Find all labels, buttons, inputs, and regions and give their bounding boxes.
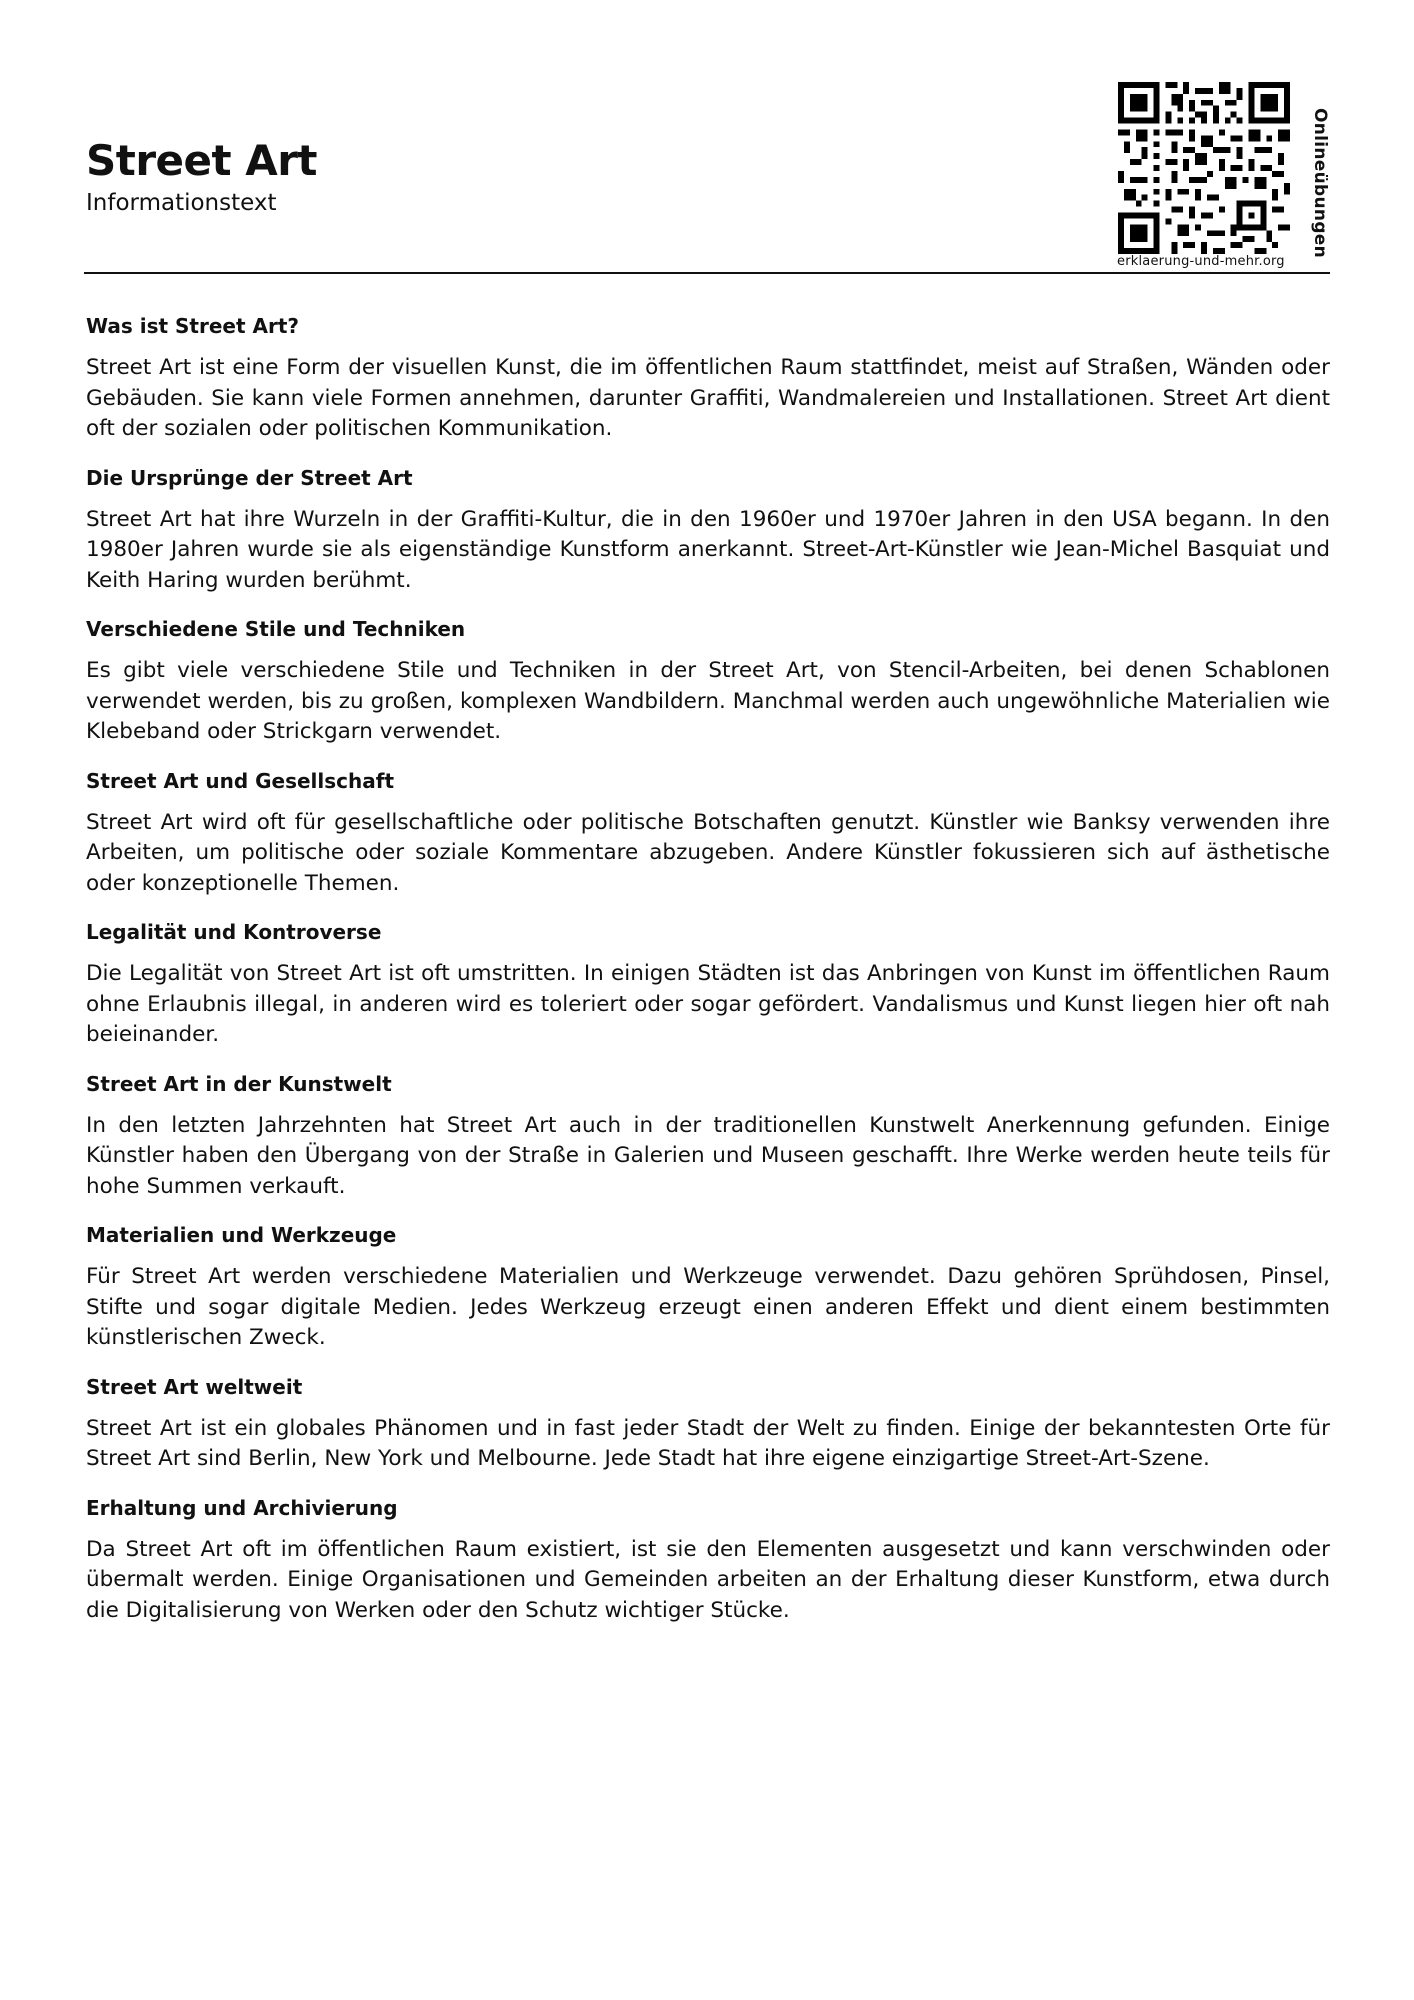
page-title: Street Art [86, 136, 318, 185]
section-heading: Die Ursprünge der Street Art [86, 465, 413, 490]
section-heading: Street Art weltweit [86, 1374, 303, 1399]
qr-code-block[interactable] [1118, 82, 1318, 272]
section-heading: Verschiedene Stile und Techniken [86, 617, 466, 641]
section-text: Da Street Art oft im öffentlichen Raum existiert, ist sie den Elementen ausgesetzt und kann verschwinden oder übermalt werden. Einige Organisationen und Gemeinden arbeiten an der Erhaltung dieser Kunstform, etwa durch die Digitalisierung von Werken oder den Schutz wichtiger Stücke. [86, 1536, 1330, 1623]
section-text: Es gibt viele verschiedene Stile und Techniken in der Street Art, von Stencil-Arbeiten, bei denen Schablonen verwendet werden, bis zu großen, komplexen Wandbildern. Manchmal werden auch ungewöhnliche Materialien wie Klebeband oder Strickgarn verwendet. [86, 658, 1330, 744]
section [86, 769, 1330, 900]
section [86, 466, 1330, 597]
section-text: Street Art ist ein globales Phänomen und in fast jeder Stadt der Welt zu finden. Einige der bekanntesten Orte für Street Art sind Berlin, New York und Melbourne. Jede Stadt hat ihre eigene einzigartige Street-Art-Szene. [86, 1415, 1330, 1471]
header-divider [84, 272, 1330, 274]
qr-code-icon[interactable] [1118, 82, 1290, 254]
section-heading: Was ist Street Art? [86, 314, 299, 338]
section [86, 920, 1330, 1051]
section-heading: Legalität und Kontroverse [86, 920, 382, 944]
document-body [86, 314, 1330, 1647]
section-heading: Erhaltung und Archivierung [86, 1495, 398, 1520]
section-text: Street Art wird oft für gesellschaftliche oder politische Botschaften genutzt. Künstler wie Banksy verwenden ihre Arbeiten, um politische oder soziale Kommentare abzugeben. Andere Künstler fokussieren sich auf ästhetische oder konzeptionelle Themen. [86, 809, 1330, 896]
document-header [86, 138, 317, 218]
section-text: Für Street Art werden verschiedene Materialien und Werkzeuge verwendet. Dazu gehören Sprühdosen, Pinsel, Stifte und sogar digitale Medien. Jedes Werkzeug erzeugt einen anderen Effekt und dient einem bestimmten künstlerischen Zweck. [86, 1264, 1330, 1350]
section [86, 1072, 1330, 1203]
qr-url-label: erklaerung-und-mehr.org [1117, 254, 1285, 269]
page-subtitle: Informationstext [86, 190, 277, 217]
section [86, 314, 1330, 445]
section-heading: Street Art und Gesellschaft [86, 768, 395, 793]
section [86, 617, 1330, 748]
section-text: Street Art hat ihre Wurzeln in der Graffiti-Kultur, die in den 1960er und 1970er Jahren in den USA begann. In den 1980er Jahren wurde sie als eigenständige Kunstform anerkannt. Street-Art-Künstler wie Jean-Michel Basquiat und Keith Haring wurden berühmt. [86, 506, 1330, 593]
section [86, 1496, 1330, 1627]
section [86, 1223, 1330, 1354]
qr-side-label: Onlineübungen [1310, 108, 1330, 259]
section-heading: Street Art in der Kunstwelt [86, 1071, 392, 1096]
section-heading: Materialien und Werkzeuge [86, 1223, 397, 1247]
section-text: Die Legalität von Street Art ist oft umstritten. In einigen Städten ist das Anbringen von Kunst im öffentlichen Raum ohne Erlaubnis illegal, in anderen wird es toleriert oder sogar gefördert. Vandalismus und Kunst liegen hier oft nah beieinander. [86, 961, 1330, 1047]
section-text: Street Art ist eine Form der visuellen Kunst, die im öffentlichen Raum stattfindet, meist auf Straßen, Wänden oder Gebäuden. Sie kann viele Formen annehmen, darunter Graffiti, Wandmalereien und Installationen. Street Art dient oft der sozialen oder politischen Kommunikation. [86, 355, 1330, 441]
section [86, 1375, 1330, 1475]
section-text: In den letzten Jahrzehnten hat Street Art auch in der traditionellen Kunstwelt Anerkennung gefunden. Einige Künstler haben den Übergang von der Straße in Galerien und Museen geschafft. Ihre Werke werden heute teils für hohe Summen verkauft. [86, 1112, 1330, 1199]
